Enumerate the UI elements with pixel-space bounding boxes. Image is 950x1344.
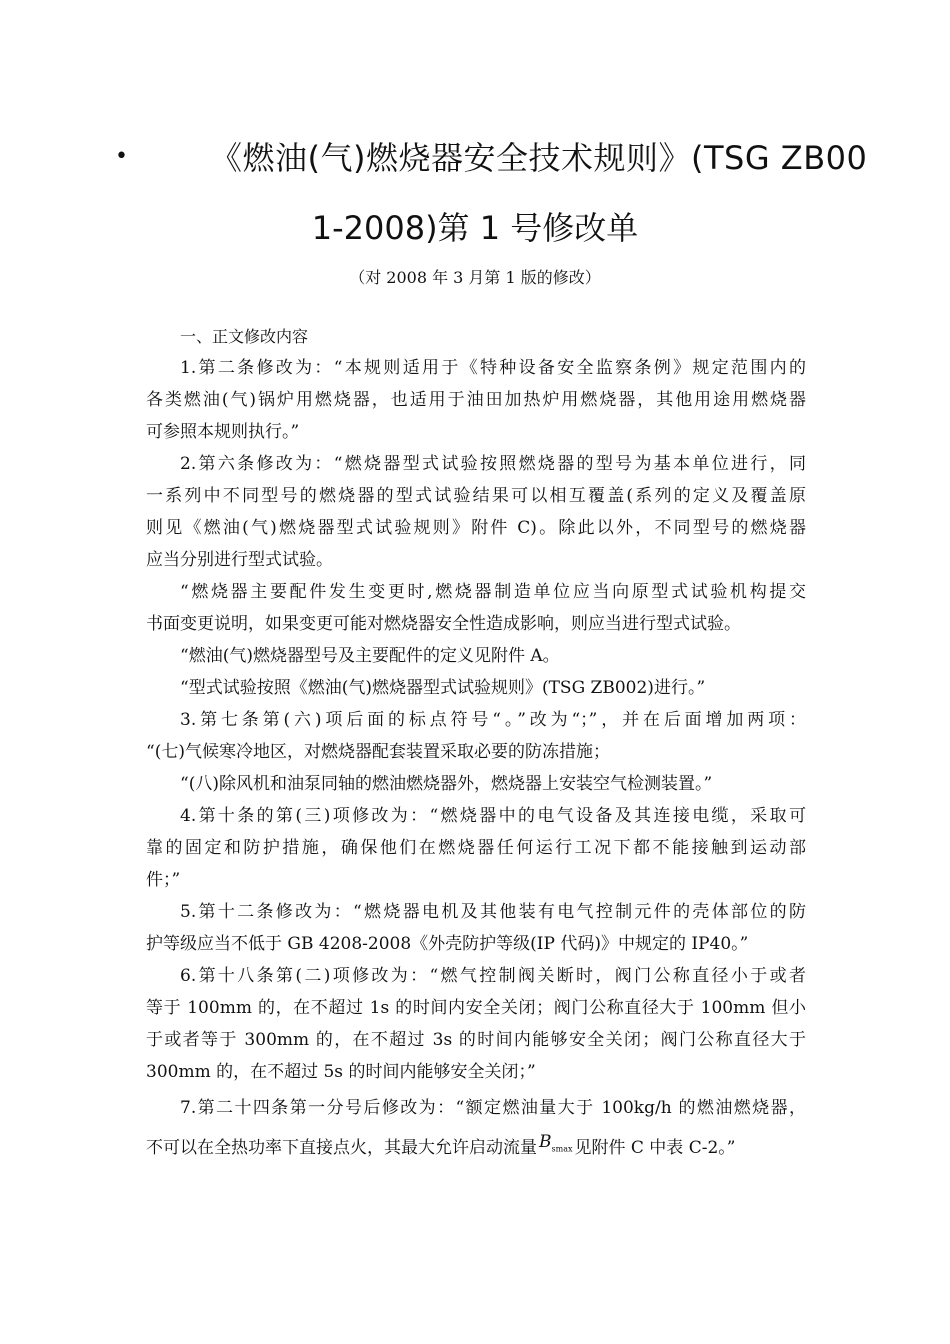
text-line: “型式试验按照《燃油(气)燃烧器型式试验规则》(TSG ZB002)进行。”: [180, 678, 706, 698]
text-line: 等于 100mm 的，在不超过 1s 的时间内安全关闭；阀门公称直径大于 100mm 但小: [146, 998, 806, 1018]
document-subtitle: （对 2008 年 3 月第 1 版的修改）: [349, 268, 601, 287]
text-line: 3.第七条第(六)项后面的标点符号“。”改为“；”，并在后面增加两项：: [180, 710, 806, 730]
text-line: “燃油(气)燃烧器型号及主要配件的定义见附件 A。: [180, 646, 560, 666]
text-line: 5.第十二条修改为：“燃烧器电机及其他装有电气控制元件的壳体部位的防: [180, 902, 806, 922]
text-line: 护等级应当不低于 GB 4208-2008《外壳防护等级(IP 代码)》中规定的 IP40。”: [146, 934, 749, 954]
paragraph-item-2: [146, 448, 806, 576]
text-line: 书面变更说明，如果变更可能对燃烧器安全性造成影响，则应当进行型式试验。: [146, 614, 741, 634]
paragraph-item-3-cont: [146, 768, 806, 800]
text-line: 4.第十条的第(三)项修改为：“燃烧器中的电气设备及其连接电缆，采取可: [180, 806, 806, 826]
paragraph-item-4: [146, 800, 806, 896]
text-line: 应当分别进行型式试验。: [146, 550, 333, 570]
text-line: “(八)除风机和油泵同轴的燃油燃烧器外，燃烧器上安装空气检测装置。”: [180, 774, 713, 794]
document-title-line-1: 《燃油(气)燃烧器安全技术规则》(TSG ZB00: [210, 139, 868, 177]
text-line: 一系列中不同型号的燃烧器的型式试验结果可以相互覆盖(系列的定义及覆盖原: [146, 486, 806, 506]
text-line: 靠的固定和防护措施，确保他们在燃烧器任何运行工况下都不能接触到运动部: [146, 838, 806, 858]
text-line: 则见《燃油(气)燃烧器型式试验规则》附件 C)。除此以外，不同型号的燃烧器: [146, 518, 806, 538]
paragraph-item-1: [146, 352, 806, 448]
paragraph-item-3: [146, 704, 806, 768]
formula-symbol: [539, 1122, 572, 1169]
text-line: 2.第六条修改为：“燃烧器型式试验按照燃烧器的型号为基本单位进行，同: [180, 454, 806, 474]
section-heading: 一、正文修改内容: [180, 327, 309, 346]
text-line: 件；”: [146, 870, 181, 890]
document-body: [146, 322, 806, 1168]
formula-main: B: [539, 1132, 552, 1152]
text-line: 6.第十八条第(二)项修改为：“燃气控制阀关断时，阀门公称直径小于或者: [180, 966, 806, 986]
text-line: 1.第二条修改为：“本规则适用于《特种设备安全监察条例》规定范围内的: [180, 358, 806, 378]
text-line: “(七)气候寒冷地区，对燃烧器配套装置采取必要的防冻措施；: [146, 742, 610, 762]
text-segment: 不可以在全热功率下直接点火，其最大允许启动流量: [146, 1138, 537, 1158]
formula-subscript: smax: [551, 1144, 573, 1154]
list-bullet: •: [115, 144, 128, 169]
text-line: 300mm 的，在不超过 5s 的时间内能够安全关闭；”: [146, 1062, 536, 1082]
text-line: 各类燃油(气)锅炉用燃烧器，也适用于油田加热炉用燃烧器，其他用途用燃烧器: [146, 390, 806, 410]
paragraph-item-2-cont-2: [146, 640, 806, 672]
paragraph-item-2-cont-3: [146, 672, 806, 704]
text-segment: 见附件 C 中表 C-2。”: [574, 1138, 736, 1158]
text-line: “燃烧器主要配件发生变更时,燃烧器制造单位应当向原型式试验机构提交: [180, 582, 806, 602]
text-line: 7.第二十四条第一分号后修改为：“额定燃油量大于 100kg/h 的燃油燃烧器，: [180, 1098, 806, 1118]
paragraph-item-5: [146, 896, 806, 960]
text-line-with-formula: [146, 1128, 806, 1168]
text-line: 于或者等于 300mm 的，在不超过 3s 的时间内能够安全关闭；阀门公称直径大于: [146, 1030, 806, 1050]
text-line: 可参照本规则执行。”: [146, 422, 300, 442]
document-title-line-2: 1-2008)第 1 号修改单: [311, 209, 639, 247]
paragraph-item-7: [146, 1088, 806, 1168]
paragraph-item-6: [146, 960, 806, 1088]
paragraph-item-2-cont-1: [146, 576, 806, 640]
